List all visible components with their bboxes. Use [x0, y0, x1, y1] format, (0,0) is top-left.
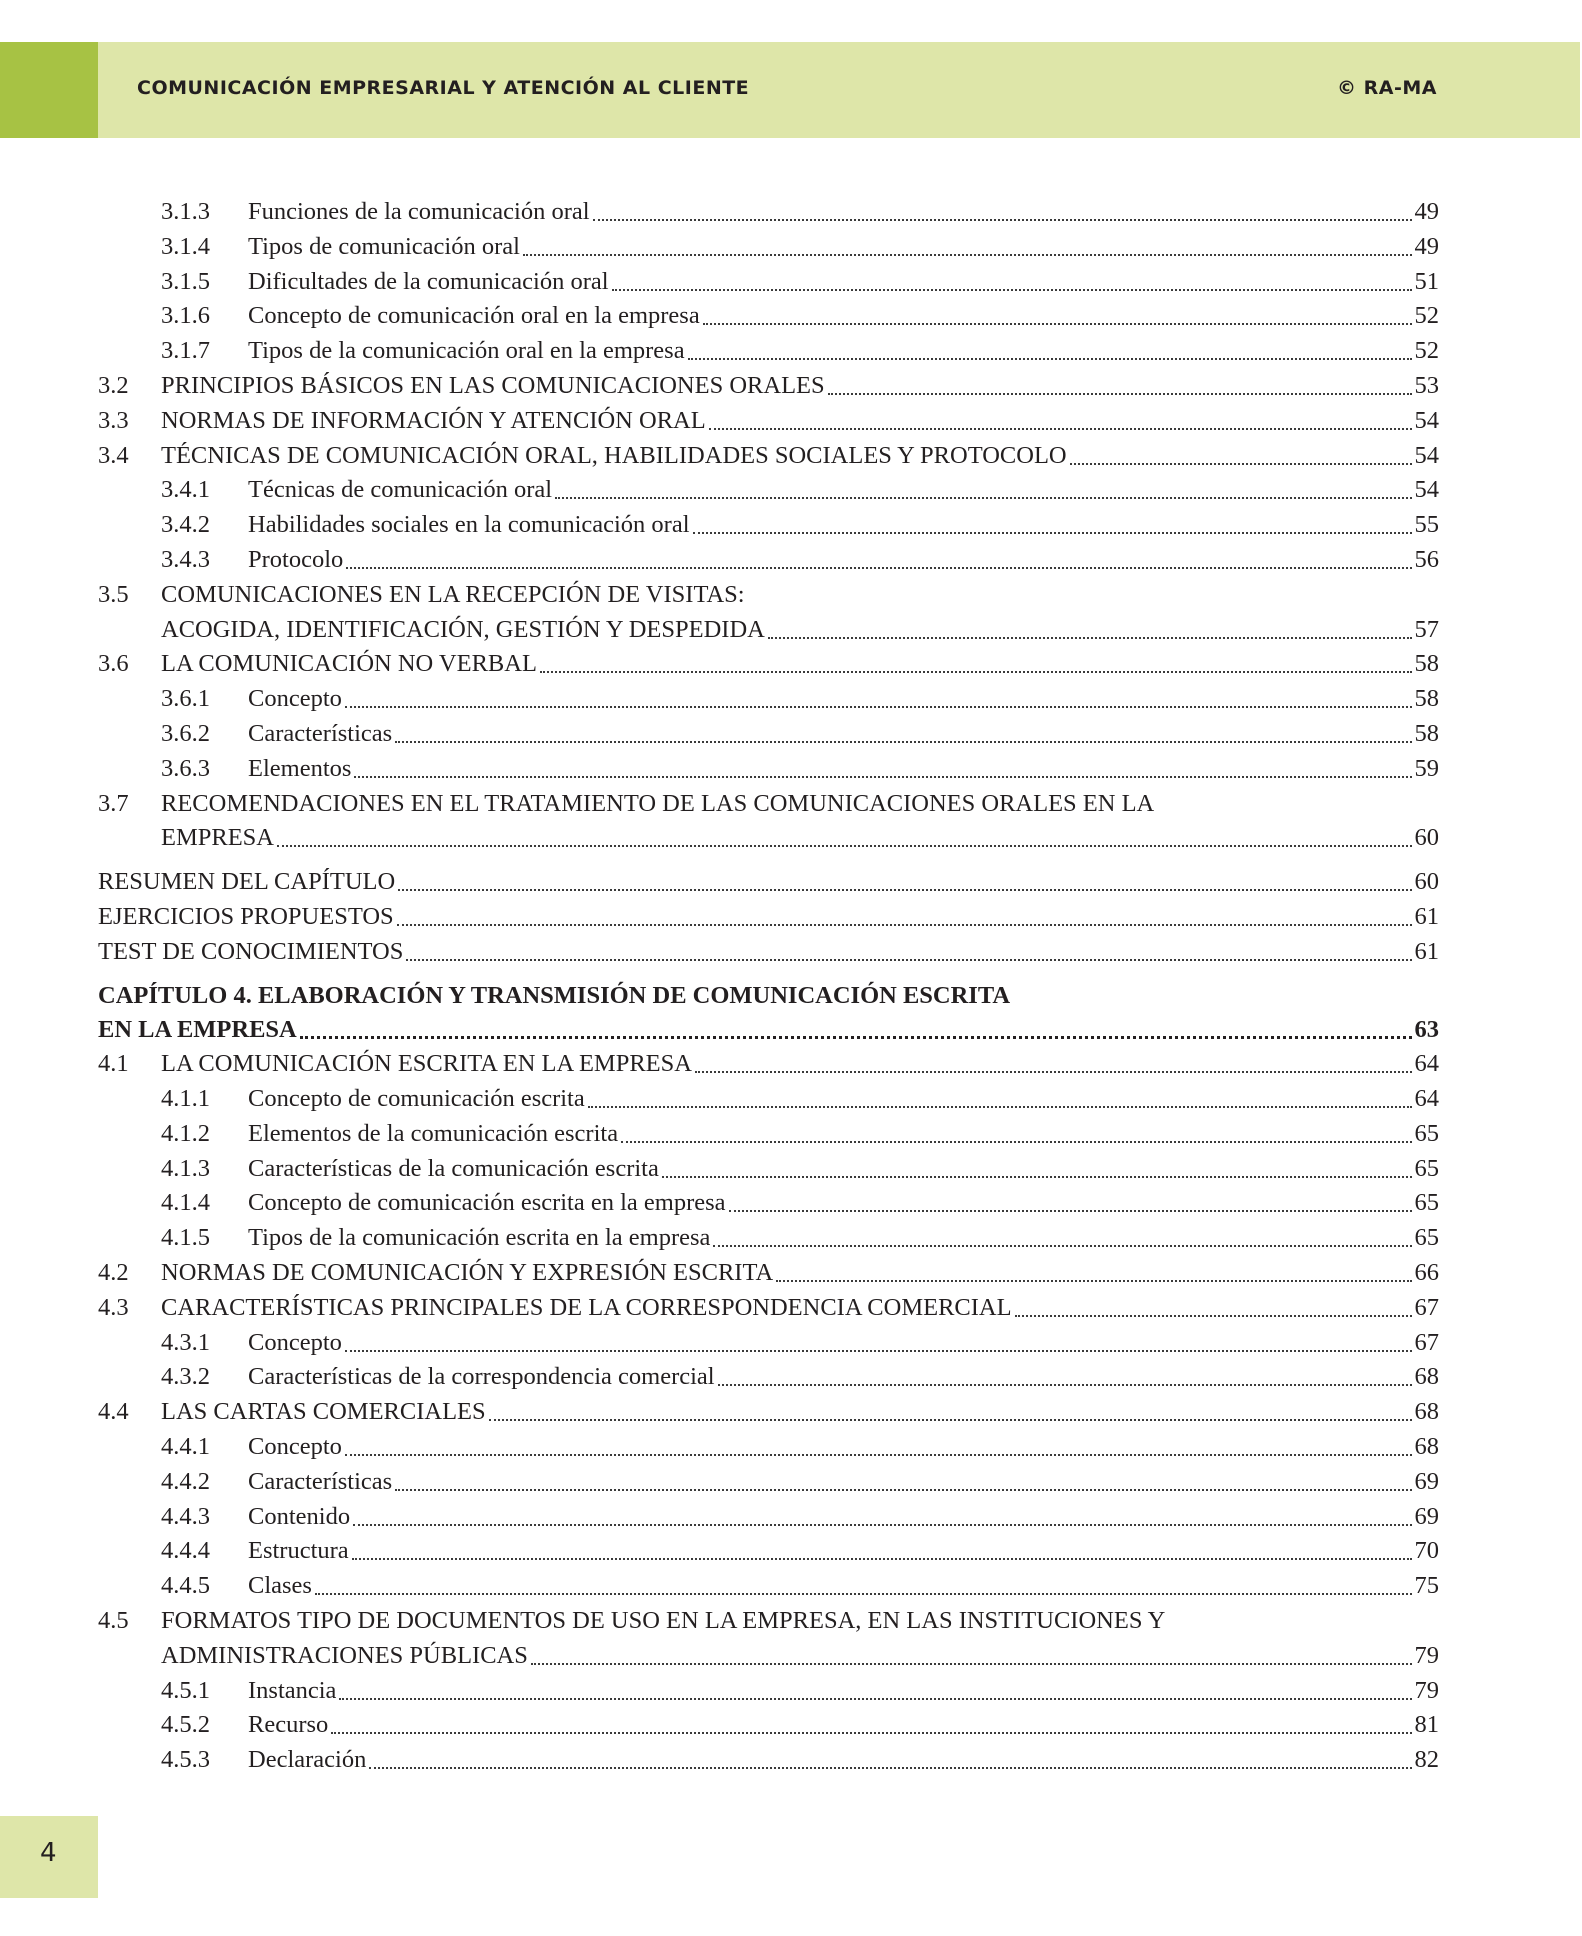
toc-leader-line [161, 438, 1439, 473]
toc-entry-number: 4.4.1 [161, 1433, 210, 1460]
header-accent-block [0, 42, 98, 138]
toc-page-number: 79 [1414, 1641, 1439, 1669]
toc-entry [0, 1151, 1582, 1186]
toc-entry [0, 333, 1582, 368]
toc-entry [0, 1046, 1582, 1081]
toc-entry-continuation [0, 1012, 1582, 1047]
toc-entry-title: Contenido [248, 1502, 351, 1530]
book-title: COMUNICACIÓN EMPRESARIAL Y ATENCIÓN AL CLIENTE [137, 77, 750, 99]
toc-leader-line [248, 1151, 1439, 1186]
toc-leader-line [161, 368, 1439, 403]
toc-page-number: 58 [1414, 650, 1439, 678]
toc-entry [0, 681, 1582, 716]
toc-entry-number: 4.3.2 [161, 1363, 210, 1391]
toc-entry-number: 3.4.3 [161, 546, 210, 573]
toc-entry [0, 1325, 1582, 1360]
toc-page-number: 67 [1414, 1293, 1439, 1321]
toc-entry [0, 403, 1582, 438]
toc-page-number: 49 [1414, 198, 1439, 225]
toc-entry [0, 1603, 1582, 1638]
toc-leader-line [161, 612, 1439, 647]
toc-entry-title: EJERCICIOS PROPUESTOS [98, 903, 394, 930]
dot-leader [300, 1012, 1412, 1047]
dot-leader [354, 751, 1411, 786]
toc-entry-number: 3.3 [98, 406, 129, 434]
toc-leader-line [248, 1116, 1439, 1151]
toc-entry [0, 438, 1582, 473]
toc-entry [0, 472, 1582, 507]
toc-entry [0, 716, 1582, 751]
toc-entry-number: 3.5 [98, 580, 129, 608]
toc-leader-line [248, 1359, 1439, 1394]
dot-leader [315, 1568, 1412, 1603]
toc-page-number: 58 [1414, 685, 1439, 713]
toc-leader-line [248, 1429, 1439, 1464]
toc-entry-title: FORMATOS TIPO DE DOCUMENTOS DE USO EN LA EMPRESA, EN LAS INSTITUCIONES Y [161, 1607, 1166, 1634]
toc-page-number: 65 [1414, 1189, 1439, 1217]
toc-leader-line [248, 1673, 1439, 1708]
dot-leader [398, 864, 1411, 899]
toc-leader-line [248, 264, 1439, 299]
toc-entry-title: Habilidades sociales en la comunicación oral [248, 511, 690, 539]
dot-leader [693, 507, 1412, 542]
toc-entry-title: RECOMENDACIONES EN EL TRATAMIENTO DE LAS COMUNICACIONES ORALES EN LA [161, 789, 1155, 817]
toc-leader-line [248, 229, 1439, 264]
toc-entry [0, 751, 1582, 786]
toc-leader-line [248, 1533, 1439, 1568]
dot-leader [406, 934, 1411, 969]
toc-entry [0, 934, 1582, 969]
toc-entry-title: Características de la comunicación escrita [248, 1154, 659, 1182]
toc-page-number: 49 [1414, 232, 1439, 260]
toc-leader-line [98, 899, 1439, 934]
toc-entry-number: 3.7 [98, 789, 129, 817]
page-footer [0, 1816, 98, 1898]
dot-leader [703, 298, 1412, 333]
toc-entry-title: NORMAS DE COMUNICACIÓN Y EXPRESIÓN ESCRITA [161, 1259, 774, 1286]
toc-entry-number: 4.1.4 [161, 1189, 210, 1217]
toc-entry-number: 3.1.3 [161, 198, 210, 225]
toc-page-number: 65 [1414, 1119, 1439, 1147]
toc-leader-line [161, 1394, 1439, 1429]
toc-leader-line [161, 820, 1439, 855]
toc-leader-line [161, 403, 1439, 438]
dot-leader [489, 1394, 1412, 1429]
toc-entry-number: 4.4.3 [161, 1502, 210, 1530]
dot-leader [713, 1220, 1411, 1255]
toc-leader-line [248, 681, 1439, 716]
toc-page-number: 68 [1414, 1398, 1439, 1426]
dot-leader [531, 1638, 1412, 1673]
toc-page-number: 64 [1414, 1050, 1439, 1078]
dot-leader [345, 1429, 1412, 1464]
toc-entry-number: 3.4 [98, 441, 129, 469]
dot-leader [709, 403, 1412, 438]
dot-leader [593, 194, 1412, 229]
dot-leader [346, 542, 1411, 577]
toc-page-number: 61 [1414, 903, 1439, 930]
toc-entry [0, 577, 1582, 612]
toc-entry-number: 4.1.5 [161, 1224, 210, 1252]
toc-entry [0, 1116, 1582, 1151]
dot-leader [688, 333, 1412, 368]
toc-entry-title: PRINCIPIOS BÁSICOS EN LAS COMUNICACIONES ORALES [161, 372, 825, 399]
toc-page-number: 52 [1414, 302, 1439, 330]
toc-page-number: 58 [1414, 720, 1439, 747]
toc-entry-title: Características [248, 1467, 393, 1495]
toc-entry-title: LA COMUNICACIÓN NO VERBAL [161, 650, 537, 678]
toc-entry-title: Elementos [248, 754, 352, 782]
toc-page-number: 56 [1414, 546, 1439, 573]
toc-leader-line [161, 1255, 1439, 1290]
toc-entry-number: 4.1.2 [161, 1119, 210, 1147]
toc-entry-title: Concepto [248, 1328, 342, 1356]
toc-page-number: 52 [1414, 337, 1439, 365]
toc-entry-title: Concepto de comunicación escrita en la empresa [248, 1189, 726, 1217]
toc-entry-title: COMUNICACIONES EN LA RECEPCIÓN DE VISITAS: [161, 580, 745, 608]
toc-page-number: 61 [1414, 937, 1439, 965]
toc-page-number: 65 [1414, 1154, 1439, 1182]
toc-entry-title: Tipos de la comunicación escrita en la empresa [248, 1224, 711, 1252]
toc-leader-line [248, 1081, 1439, 1116]
toc-entry [0, 298, 1582, 333]
dot-leader [1070, 438, 1412, 473]
toc-entry-title: Concepto [248, 1433, 342, 1460]
dot-leader [395, 1464, 1411, 1499]
toc-entry-title: ACOGIDA, IDENTIFICACIÓN, GESTIÓN Y DESPEDIDA [161, 615, 765, 643]
toc-page-number: 81 [1414, 1711, 1439, 1739]
toc-entry [0, 1742, 1582, 1777]
dot-leader [621, 1116, 1411, 1151]
dot-leader [397, 899, 1412, 934]
toc-entry-number: 3.1.7 [161, 337, 210, 365]
toc-entry-number: 4.1 [98, 1050, 129, 1078]
toc-page-number: 68 [1414, 1363, 1439, 1391]
toc-entry [0, 899, 1582, 934]
toc-entry-continuation [0, 1638, 1582, 1673]
toc-leader-line [161, 646, 1439, 681]
toc-entry-title: Funciones de la comunicación oral [248, 198, 590, 225]
dot-leader [588, 1081, 1412, 1116]
toc-entry-number: 3.4.1 [161, 476, 210, 504]
toc-entry-title: Características [248, 720, 393, 747]
toc-entry-title: NORMAS DE INFORMACIÓN Y ATENCIÓN ORAL [161, 406, 706, 434]
page-header [0, 42, 1580, 138]
toc-entry-title: Tipos de comunicación oral [248, 232, 520, 260]
dot-leader [523, 229, 1412, 264]
toc-entry-number: 4.3 [98, 1293, 129, 1321]
toc-page-number: 60 [1414, 824, 1439, 852]
toc-entry-number: 4.1.3 [161, 1154, 210, 1182]
toc-leader-line [98, 934, 1439, 969]
toc-entry [0, 1359, 1582, 1394]
toc-entry-number: 3.1.5 [161, 267, 210, 295]
toc-leader-line [248, 1464, 1439, 1499]
toc-page-number: 55 [1414, 511, 1439, 539]
toc-entry [0, 1081, 1582, 1116]
dot-leader [345, 681, 1412, 716]
toc-entry-title: Instancia [248, 1676, 337, 1704]
dot-leader [768, 612, 1412, 647]
toc-entry-title: LAS CARTAS COMERCIALES [161, 1398, 486, 1426]
toc-page-number: 59 [1414, 754, 1439, 782]
dot-leader [662, 1151, 1412, 1186]
toc-leader-line [248, 542, 1439, 577]
toc-entry-title: Concepto de comunicación escrita [248, 1085, 585, 1112]
toc-entry-title: CAPÍTULO 4. ELABORACIÓN Y TRANSMISIÓN DE COMUNICACIÓN ESCRITA [98, 981, 1011, 1009]
toc-page-number: 68 [1414, 1433, 1439, 1460]
toc-entry-title: CARACTERÍSTICAS PRINCIPALES DE LA CORRESPONDENCIA COMERCIAL [161, 1293, 1012, 1321]
toc-entry [0, 1429, 1582, 1464]
toc-page-number: 60 [1414, 868, 1439, 896]
toc-entry-title: Técnicas de comunicación oral [248, 476, 553, 504]
toc-entry [0, 1533, 1582, 1568]
toc-leader-line [248, 333, 1439, 368]
toc-entry-number: 4.4.2 [161, 1467, 210, 1495]
toc-page-number: 57 [1414, 615, 1439, 643]
toc-entry-number: 3.6.3 [161, 754, 210, 782]
toc-page-number: 69 [1414, 1502, 1439, 1530]
toc-leader-line [248, 1220, 1439, 1255]
toc-entry [0, 507, 1582, 542]
toc-entry-title: Elementos de la comunicación escrita [248, 1119, 619, 1147]
toc-leader-line [248, 298, 1439, 333]
toc-entry [0, 229, 1582, 264]
toc-entry-title: LA COMUNICACIÓN ESCRITA EN LA EMPRESA [161, 1050, 692, 1078]
toc-leader-line [161, 1046, 1439, 1081]
toc-entry-title: Estructura [248, 1537, 349, 1565]
toc-page-number: 70 [1414, 1537, 1439, 1565]
toc-entry [0, 646, 1582, 681]
toc-entry [0, 786, 1582, 821]
toc-entry-title: Protocolo [248, 546, 344, 573]
toc-entry-title: Clases [248, 1572, 312, 1600]
dot-leader [776, 1255, 1411, 1290]
toc-entry [0, 542, 1582, 577]
toc-entry [0, 368, 1582, 403]
dot-leader [729, 1185, 1412, 1220]
toc-page-number: 75 [1414, 1572, 1439, 1600]
toc-leader-line [248, 1185, 1439, 1220]
toc-entry-number: 4.2 [98, 1259, 129, 1286]
toc-entry-title: ADMINISTRACIONES PÚBLICAS [161, 1641, 528, 1669]
toc-entry-number: 4.4.5 [161, 1572, 210, 1600]
toc-entry-title: Recurso [248, 1711, 329, 1739]
toc-entry-number: 3.4.2 [161, 511, 210, 539]
dot-leader [345, 1325, 1412, 1360]
toc-page-number: 64 [1414, 1085, 1439, 1112]
toc-entry-title: RESUMEN DEL CAPÍTULO [98, 868, 396, 896]
dot-leader [395, 716, 1411, 751]
toc-entry-title: Características de la correspondencia comercial [248, 1363, 715, 1391]
toc-page-number: 65 [1414, 1224, 1439, 1252]
toc-entry-continuation [0, 820, 1582, 855]
toc-entry-number: 3.6.1 [161, 685, 210, 713]
dot-leader [369, 1742, 1411, 1777]
dot-leader [277, 820, 1411, 855]
toc-entry [0, 194, 1582, 229]
toc-page-number: 51 [1414, 267, 1439, 295]
toc-entry-number: 4.3.1 [161, 1328, 210, 1356]
toc-entry-title: EMPRESA [161, 824, 275, 852]
dot-leader [331, 1707, 1411, 1742]
toc-leader-line [248, 1325, 1439, 1360]
toc-leader-line [98, 864, 1439, 899]
toc-leader-line [161, 1638, 1439, 1673]
toc-entry-number: 3.6 [98, 650, 129, 678]
dot-leader [540, 646, 1412, 681]
toc-entry-title: Dificultades de la comunicación oral [248, 267, 609, 295]
toc-page-number: 54 [1414, 441, 1439, 469]
toc-page-number: 69 [1414, 1467, 1439, 1495]
toc-entry-number: 3.2 [98, 372, 129, 399]
toc-entry [0, 864, 1582, 899]
toc-leader-line [248, 1707, 1439, 1742]
toc-entry-title: Tipos de la comunicación oral en la empresa [248, 337, 685, 365]
toc-leader-line [98, 1012, 1439, 1047]
toc-entry-title: TEST DE CONOCIMIENTOS [98, 937, 404, 965]
toc-entry-number: 4.5 [98, 1607, 129, 1634]
toc-leader-line [248, 194, 1439, 229]
toc-page-number: 63 [1414, 1016, 1439, 1044]
toc-entry-number: 4.5.2 [161, 1711, 210, 1739]
toc-entry-number: 3.6.2 [161, 720, 210, 747]
toc-entry-title: Concepto de comunicación oral en la empresa [248, 302, 700, 330]
toc-page-number: 54 [1414, 476, 1439, 504]
toc-leader-line [248, 716, 1439, 751]
toc-entry [0, 978, 1582, 1013]
toc-leader-line [248, 751, 1439, 786]
toc-entry-number: 4.5.1 [161, 1676, 210, 1704]
page-number: 4 [40, 1838, 57, 1868]
toc-entry [0, 264, 1582, 299]
toc-leader-line [248, 507, 1439, 542]
dot-leader [353, 1499, 1411, 1534]
toc-entry-number: 4.4 [98, 1398, 129, 1426]
toc-page-number: 82 [1414, 1746, 1439, 1774]
toc-leader-line [248, 1742, 1439, 1777]
toc-entry [0, 1394, 1582, 1429]
toc-entry [0, 1255, 1582, 1290]
toc-entry-number: 4.1.1 [161, 1085, 210, 1112]
dot-leader [718, 1359, 1412, 1394]
toc-page-number: 54 [1414, 406, 1439, 434]
toc-entry-number: 4.4.4 [161, 1537, 210, 1565]
toc-entry-title: Declaración [248, 1746, 367, 1774]
dot-leader [828, 368, 1412, 403]
toc-entry-title: TÉCNICAS DE COMUNICACIÓN ORAL, HABILIDADES SOCIALES Y PROTOCOLO [161, 441, 1067, 469]
publisher-mark: © RA-MA [1337, 77, 1437, 99]
toc-entry [0, 1464, 1582, 1499]
dot-leader [1015, 1290, 1412, 1325]
toc-entry-continuation [0, 612, 1582, 647]
toc-page-number: 53 [1414, 372, 1439, 399]
toc-entry [0, 1707, 1582, 1742]
toc-page-number: 79 [1414, 1676, 1439, 1704]
toc-entry-title: EN LA EMPRESA [98, 1016, 297, 1044]
toc-entry [0, 1568, 1582, 1603]
toc-entry [0, 1673, 1582, 1708]
dot-leader [695, 1046, 1412, 1081]
toc-entry-number: 3.1.6 [161, 302, 210, 330]
toc-page-number: 66 [1414, 1259, 1439, 1286]
toc-entry [0, 1185, 1582, 1220]
toc-entry [0, 1499, 1582, 1534]
toc-page-number: 67 [1414, 1328, 1439, 1356]
toc-leader-line [248, 1499, 1439, 1534]
dot-leader [612, 264, 1412, 299]
toc-entry [0, 1220, 1582, 1255]
dot-leader [352, 1533, 1412, 1568]
toc-leader-line [248, 1568, 1439, 1603]
toc-entry-title: Concepto [248, 685, 342, 713]
dot-leader [555, 472, 1411, 507]
dot-leader [339, 1673, 1411, 1708]
toc-leader-line [161, 1290, 1439, 1325]
toc-entry [0, 1290, 1582, 1325]
toc-leader-line [248, 472, 1439, 507]
toc-entry-number: 4.5.3 [161, 1746, 210, 1774]
toc-entry-number: 3.1.4 [161, 232, 210, 260]
